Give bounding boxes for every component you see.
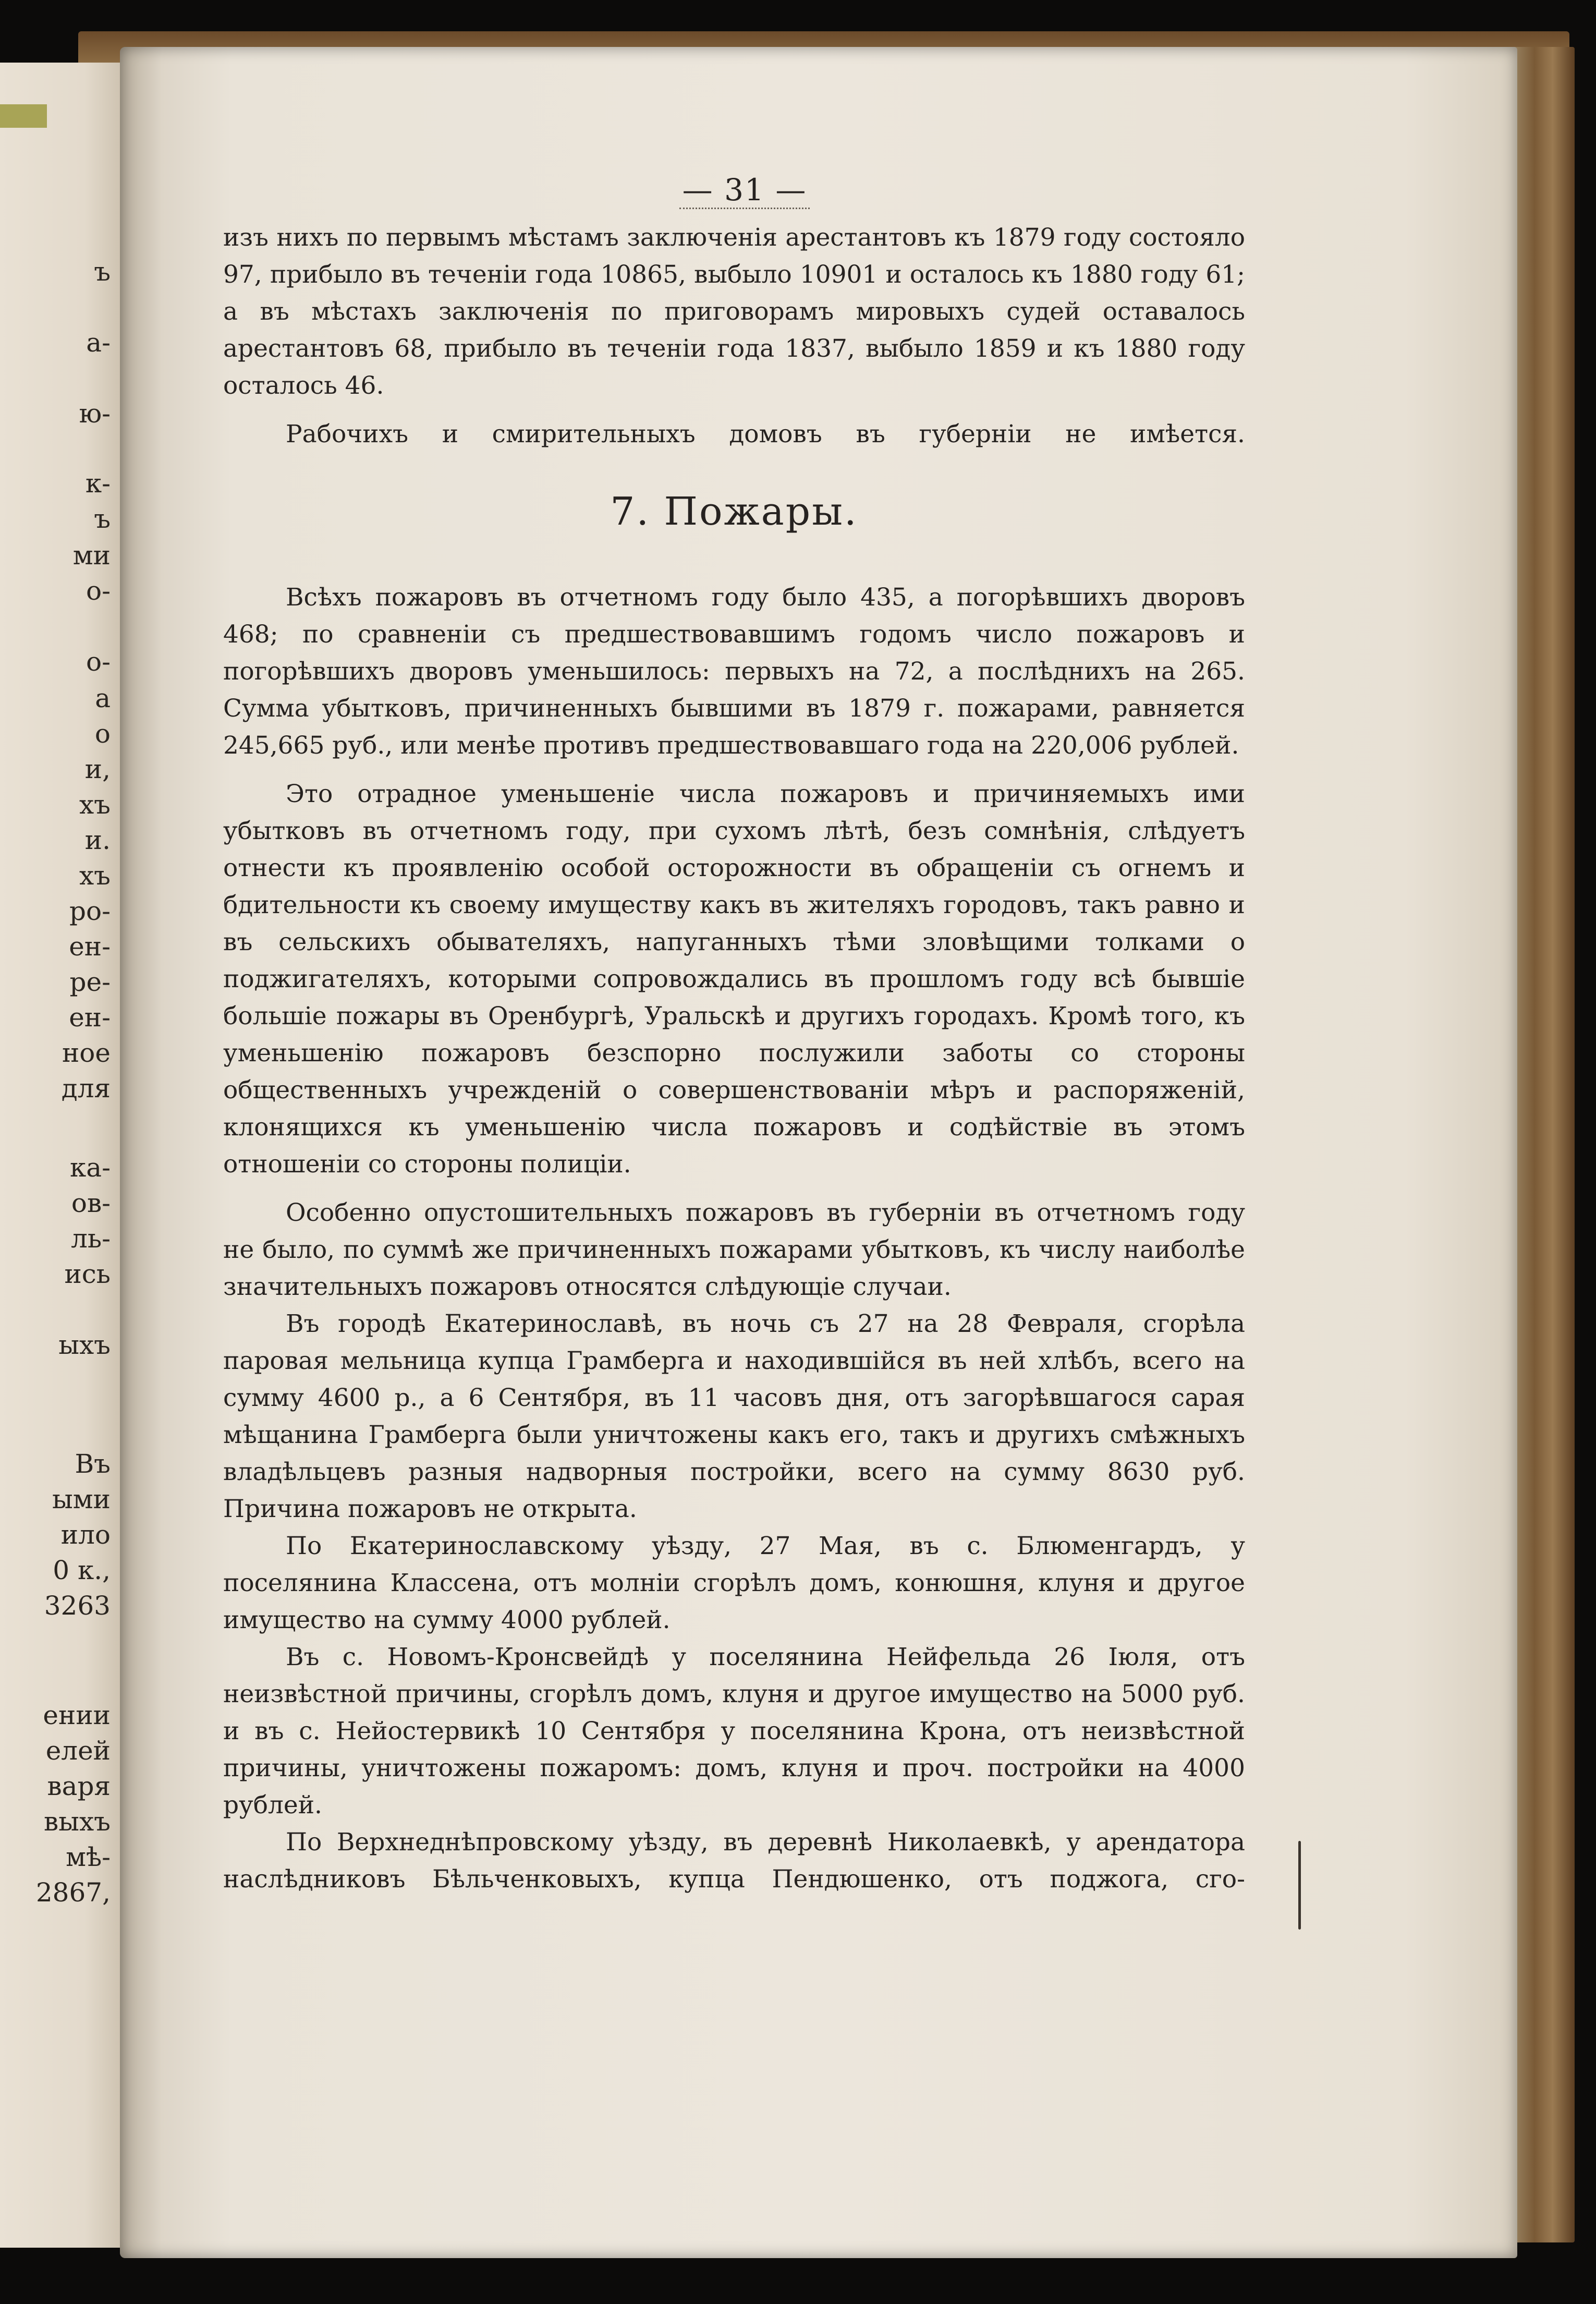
left-page-fragment: а- bbox=[86, 328, 111, 358]
left-page-fragment: мѣ- bbox=[66, 1842, 111, 1872]
intro-paragraph: изъ нихъ по первымъ мѣстамъ заключенія арестантовъ къ 1879 году состояло 97, прибыло въ теченіи года 10865, выбыло 10901 и осталось къ 1880 году 61; а въ мѣстахъ заключенія по приговорамъ мировыхъ судей оставалось арестантовъ 68, прибыло въ теченіи года 1837, выбыло 1859 и къ 1880 году осталось 46. bbox=[223, 223, 1245, 400]
body-paragraph: Въ городѣ Екатеринославѣ, въ ночь съ 27 на 28 Февраля, сгорѣла паровая мельница купца Грамберга и находившійся въ ней хлѣбъ, всего на сумму 4600 р., а 6 Сентября, въ 11 часовъ дня, отъ загорѣвшагося сарая мѣщанина Грамберга были уничтожены какъ его, такъ и другихъ смѣжныхъ владѣльцевъ разныя надворныя постройки, всего на сумму 8630 руб. Причина пожаровъ не открыта. bbox=[223, 1309, 1245, 1523]
left-page-fragment: для bbox=[61, 1073, 111, 1104]
left-page-fragment: ъ bbox=[94, 504, 111, 534]
left-page-fragment: о- bbox=[86, 576, 111, 606]
page-number-text: — 31 — bbox=[679, 172, 810, 209]
left-page-fragment: хъ bbox=[79, 790, 111, 820]
left-page-fragment: выхъ bbox=[44, 1806, 111, 1837]
left-page-fragment: ило bbox=[60, 1520, 111, 1550]
section-title: 7. Пожары. bbox=[610, 489, 858, 534]
left-page-fragment: ро- bbox=[69, 896, 111, 926]
left-page-fragment: и. bbox=[84, 825, 111, 855]
left-page-fragment: к- bbox=[85, 468, 111, 499]
left-page-fragment: хъ bbox=[79, 860, 111, 891]
workhouses-paragraph: Рабочихъ и смирительныхъ домовъ въ губерніи не имѣется. bbox=[286, 420, 1245, 448]
left-page-fragment: ное bbox=[62, 1038, 111, 1068]
left-page-fragment: 2867, bbox=[35, 1877, 111, 1908]
left-page-fragment: ка- bbox=[70, 1153, 111, 1183]
left-page-fragment: елей bbox=[45, 1736, 111, 1766]
page-text-block bbox=[223, 172, 1245, 1898]
left-page-green-edge bbox=[0, 104, 47, 128]
left-page-fragment: о- bbox=[86, 647, 111, 677]
left-page-fragment: ении bbox=[43, 1700, 111, 1730]
left-page-fragment: ов- bbox=[71, 1188, 111, 1218]
left-page-fragment: ль- bbox=[71, 1223, 111, 1254]
body-paragraph: Въ с. Новомъ-Кронсвейдѣ у поселянина Нейфельда 26 Іюля, отъ неизвѣстной причины, сгорѣлъ домъ, клуня и другое имущество на 5000 руб. и въ с. Нейостервикѣ 10 Сентября у поселянина Крона, отъ неизвѣстной причины, уничтожены пожаромъ: домъ, клуня и проч. постройки на 4000 рублей. bbox=[223, 1643, 1245, 1820]
left-page-fragment: о bbox=[94, 719, 111, 749]
left-page-fragment: 3263 bbox=[44, 1591, 111, 1621]
left-page-fragment: ен- bbox=[69, 931, 111, 962]
left-page-fragment: варя bbox=[47, 1771, 111, 1801]
left-page-fragment: ыми bbox=[52, 1484, 111, 1514]
left-page-fragment: ен- bbox=[69, 1002, 111, 1033]
page-number bbox=[223, 172, 1245, 208]
body-paragraph: По Екатеринославскому уѣзду, 27 Мая, въ с. Блюменгардъ, у поселянина Классена, отъ молніи сгорѣлъ домъ, конюшня, клуня и другое имущество на сумму 4000 рублей. bbox=[223, 1532, 1245, 1634]
left-page-fragment: и, bbox=[84, 754, 111, 784]
body-paragraph: По Верхнеднѣпровскому уѣзду, въ деревнѣ Николаевкѣ, у арендатора наслѣдниковъ Бѣльченковыхъ, купца Пендюшенко, отъ поджога, сго- bbox=[223, 1828, 1245, 1894]
body-paragraph: Это отрадное уменьшеніе числа пожаровъ и причиняемыхъ ими убытковъ въ отчетномъ году, при сухомъ лѣтѣ, безъ сомнѣнія, слѣдуетъ отнести къ проявленію особой осторожности въ обращеніи съ огнемъ и бдительности къ своему имуществу какъ въ жителяхъ городовъ, такъ равно и въ сельскихъ обывателяхъ, напуганныхъ тѣми зловѣщими толками о поджигателяхъ, которыми сопровождались въ прошломъ году всѣ бывшіе большіе пожары въ Оренбургѣ, Уральскѣ и другихъ городахъ. Кромѣ того, къ уменьшенію пожаровъ безспорно послужили заботы со стороны общественныхъ учрежденій о совершенствованіи мѣръ и распоряженій, клонящихся къ уменьшенію числа пожаровъ и содѣйствіе въ этомъ отношеніи со стороны полиціи. bbox=[223, 780, 1245, 1179]
left-page-fragment: ыхъ bbox=[58, 1330, 111, 1360]
body-paragraph: Всѣхъ пожаровъ въ отчетномъ году было 435, а погорѣвшихъ дворовъ 468; по сравненіи съ предшествовавшимъ годомъ число пожаровъ и погорѣвшихъ дворовъ уменьшилось: первыхъ на 72, а послѣднихъ на 265. Сумма убытковъ, причиненныхъ бывшими въ 1879 г. пожарами, равняется 245,665 руб., или менѣе противъ предшествовавшаго года на 220,006 рублей. bbox=[223, 583, 1245, 760]
left-page-fragment: Въ bbox=[75, 1449, 111, 1479]
margin-pencil-mark bbox=[1298, 1841, 1301, 1930]
left-page-fragment: ре- bbox=[69, 967, 111, 997]
left-page-fragment: ми bbox=[72, 540, 111, 571]
left-page-fragment: 0 к., bbox=[53, 1555, 111, 1585]
left-page-fragment: ись bbox=[64, 1259, 111, 1289]
left-page-fragment: ю- bbox=[79, 398, 111, 429]
body-paragraph: Особенно опустошительныхъ пожаровъ въ губерніи въ отчетномъ году не было, по суммѣ же причиненныхъ пожарами убытковъ, къ числу наиболѣе значительныхъ пожаровъ относятся слѣдующіе случаи. bbox=[223, 1198, 1245, 1301]
left-page-fragment: а bbox=[95, 683, 111, 713]
left-page-fragment: ъ bbox=[94, 257, 111, 287]
